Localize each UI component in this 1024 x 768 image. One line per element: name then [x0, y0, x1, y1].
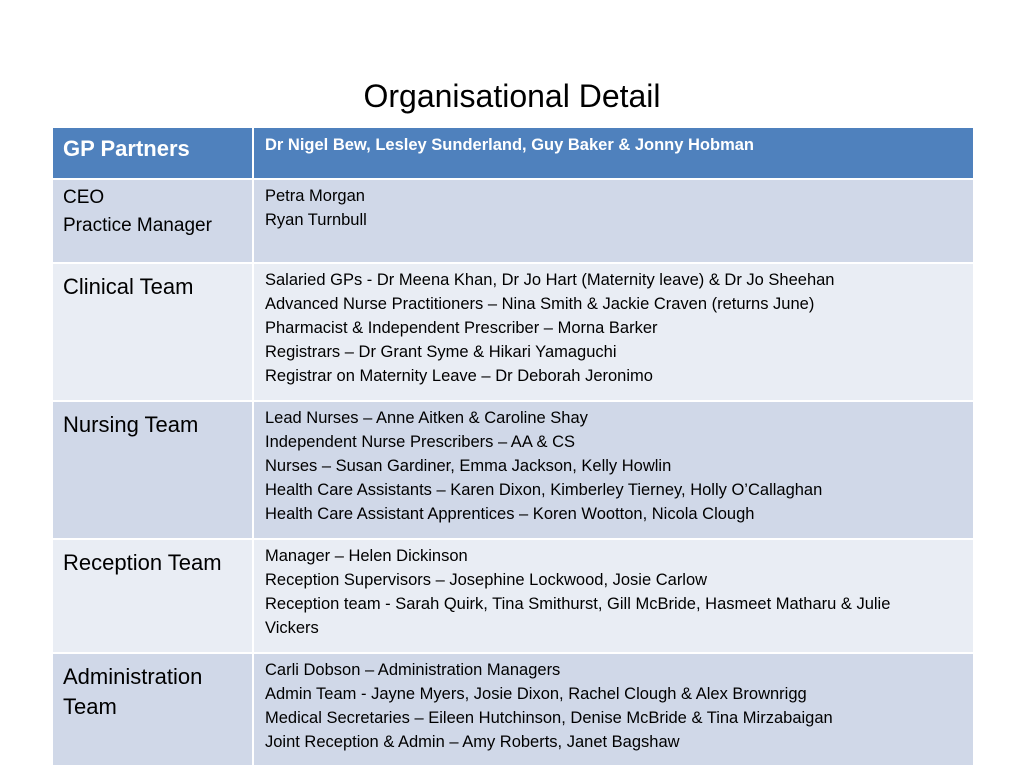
row-value-line: Reception Supervisors – Josephine Lockwood, Josie Carlow — [265, 571, 708, 589]
table-row-nursing-team — [52, 401, 974, 539]
row-label-cell — [52, 653, 253, 766]
row-value-line: Salaried GPs - Dr Meena Khan, Dr Jo Hart (Maternity leave) & Dr Jo Sheehan — [265, 271, 835, 289]
row-value-cell — [253, 127, 974, 179]
row-value-line: Pharmacist & Independent Prescriber – Morna Barker — [265, 319, 658, 337]
org-table — [51, 126, 975, 767]
table-row-clinical-team — [52, 263, 974, 401]
row-value-line: Nurses – Susan Gardiner, Emma Jackson, Kelly Howlin — [265, 457, 672, 475]
row-value-line: Dr Nigel Bew, Lesley Sunderland, Guy Baker & Jonny Hobman — [265, 136, 755, 154]
row-label-cell — [52, 539, 253, 653]
row-value-line: Lead Nurses – Anne Aitken & Caroline Shay — [265, 409, 588, 427]
row-value-line: Admin Team - Jayne Myers, Josie Dixon, Rachel Clough & Alex Brownrigg — [265, 685, 807, 703]
row-label: Nursing Team — [63, 412, 199, 437]
slide-title: Organisational Detail — [363, 78, 661, 114]
row-label: CEO — [63, 187, 105, 208]
row-value-line: Medical Secretaries – Eileen Hutchinson, Denise McBride & Tina Mirzabaigan — [265, 709, 833, 727]
row-value-line: Joint Reception & Admin – Amy Roberts, Janet Bagshaw — [265, 733, 680, 751]
table-row-administration-team — [52, 653, 974, 766]
row-value-cell — [253, 653, 974, 766]
table-row-gp-partners — [52, 127, 974, 179]
row-value-line: Carli Dobson – Administration Managers — [265, 661, 561, 679]
row-value-line: Registrar on Maternity Leave – Dr Deborah Jeronimo — [265, 367, 653, 385]
row-value-cell — [253, 401, 974, 539]
row-label-cell — [52, 263, 253, 401]
table-row-reception-team — [52, 539, 974, 653]
row-value-line: Registrars – Dr Grant Syme & Hikari Yamaguchi — [265, 343, 617, 361]
row-value-line: Ryan Turnbull — [265, 211, 367, 229]
row-value-cell — [253, 263, 974, 401]
row-value-cell — [253, 179, 974, 263]
row-label: Practice Manager — [63, 215, 212, 236]
row-label: Reception Team — [63, 550, 222, 575]
row-value-line: Health Care Assistants – Karen Dixon, Kimberley Tierney, Holly O’Callaghan — [265, 481, 823, 499]
row-value-line: Independent Nurse Prescribers – AA & CS — [265, 433, 576, 451]
row-label: Administration — [63, 664, 203, 689]
row-value-line: Manager – Helen Dickinson — [265, 547, 468, 565]
row-value-cell — [253, 539, 974, 653]
row-label: Team — [63, 694, 117, 719]
row-label: Clinical Team — [63, 274, 194, 299]
row-label-cell — [52, 401, 253, 539]
row-value-line: Petra Morgan — [265, 187, 365, 205]
row-label: GP Partners — [63, 136, 190, 161]
row-label-cell — [52, 127, 253, 179]
table-row-ceo-practice-manager — [52, 179, 974, 263]
row-value-line: Health Care Assistant Apprentices – Koren Wootton, Nicola Clough — [265, 505, 755, 523]
row-value-line: Vickers — [265, 619, 319, 637]
row-value-line: Reception team - Sarah Quirk, Tina Smithurst, Gill McBride, Hasmeet Matharu & Julie — [265, 595, 891, 613]
row-value-line: Advanced Nurse Practitioners – Nina Smith & Jackie Craven (returns June) — [265, 295, 815, 313]
row-label-cell — [52, 179, 253, 263]
